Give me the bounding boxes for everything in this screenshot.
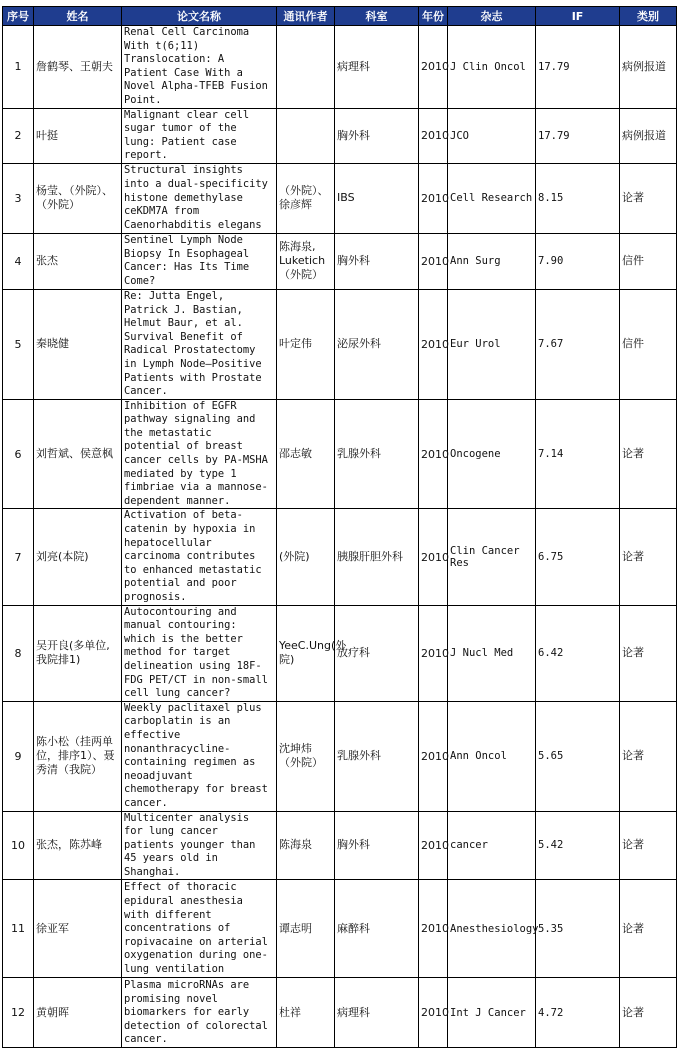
paper-title: Weekly paclitaxel plus carboplatin is an effective nonanthracycline-containing regimen as neoadjuvant chemotherapy for breast cancer. — [122, 701, 277, 811]
publication-table — [2, 6, 677, 1048]
paper-title: Autocontouring and manual contouring: which is the better method for target delineation using 18F-FDG PET/CT in non-small cell lung cancer? — [122, 605, 277, 701]
paper-title: Inhibition of EGFR pathway signaling and the metastatic potential of breast cancer cells by PA-MSHA mediated by type 1 fimbriae via a mannose-dependent manner. — [122, 399, 277, 509]
journal: JCO — [448, 108, 536, 163]
category: 信件 — [620, 233, 677, 289]
year: 2010 — [419, 233, 448, 289]
author-names: 秦晓健 — [34, 289, 122, 399]
author-names: 陈小松（挂两单位，排序1）、聂秀清（我院） — [34, 701, 122, 811]
row-index: 2 — [3, 108, 34, 163]
year: 2010 — [419, 163, 448, 233]
header-year: 年份 — [419, 7, 448, 26]
table-row — [3, 605, 677, 701]
table-row — [3, 163, 677, 233]
journal: J Nucl Med — [448, 605, 536, 701]
impact-factor: 8.15 — [536, 163, 620, 233]
author-names: 吴开良(多单位,我院排1) — [34, 605, 122, 701]
table-row — [3, 701, 677, 811]
impact-factor: 5.42 — [536, 811, 620, 880]
department: 病理科 — [335, 26, 419, 109]
impact-factor: 6.75 — [536, 509, 620, 605]
author-names: 徐亚军 — [34, 880, 122, 978]
impact-factor: 17.79 — [536, 26, 620, 109]
year: 2010 — [419, 605, 448, 701]
department: 麻醉科 — [335, 880, 419, 978]
header-impact-factor: IF — [536, 7, 620, 26]
author-names: 詹鹤琴、王朝夫 — [34, 26, 122, 109]
author-names: 刘哲斌、侯意枫 — [34, 399, 122, 509]
impact-factor: 7.67 — [536, 289, 620, 399]
year: 2010 — [419, 978, 448, 1048]
header-row — [3, 7, 677, 26]
category: 论著 — [620, 978, 677, 1048]
category: 论著 — [620, 163, 677, 233]
table-row — [3, 880, 677, 978]
header-name: 姓名 — [34, 7, 122, 26]
paper-title: Renal Cell Carcinoma With t(6;11) Translocation: A Patient Case With a Novel Alpha-TFEB Fusion Point. — [122, 26, 277, 109]
impact-factor: 17.79 — [536, 108, 620, 163]
corresponding-author — [277, 108, 335, 163]
year: 2010 — [419, 108, 448, 163]
table-row — [3, 978, 677, 1048]
impact-factor: 7.14 — [536, 399, 620, 509]
department: 胰腺肝胆外科 — [335, 509, 419, 605]
table-row — [3, 108, 677, 163]
header-journal: 杂志 — [448, 7, 536, 26]
category: 论著 — [620, 880, 677, 978]
paper-title: Effect of thoracic epidural anesthesia with different concentrations of ropivacaine on arterial oxygenation during one-lung ventilation — [122, 880, 277, 978]
year: 2010 — [419, 701, 448, 811]
table-row — [3, 811, 677, 880]
corresponding-author: 陈海泉, Luketich（外院） — [277, 233, 335, 289]
category: 论著 — [620, 701, 677, 811]
impact-factor: 7.90 — [536, 233, 620, 289]
row-index: 3 — [3, 163, 34, 233]
paper-title: Re: Jutta Engel, Patrick J. Bastian, Helmut Baur, et al. Survival Benefit of Radical Prostatectomy in Lymph Node–Positive Patients with Prostate Cancer. — [122, 289, 277, 399]
paper-title: Sentinel Lymph Node Biopsy In Esophageal Cancer: Has Its Time Come? — [122, 233, 277, 289]
journal: Clin Cancer Res — [448, 509, 536, 605]
table-row — [3, 289, 677, 399]
department: 乳腺外科 — [335, 701, 419, 811]
author-names: 黄朝晖 — [34, 978, 122, 1048]
row-index: 11 — [3, 880, 34, 978]
corresponding-author: 谭志明 — [277, 880, 335, 978]
row-index: 6 — [3, 399, 34, 509]
department: 胸外科 — [335, 811, 419, 880]
corresponding-author: YeeC.Ung(外院) — [277, 605, 335, 701]
journal: Oncogene — [448, 399, 536, 509]
table-row — [3, 26, 677, 109]
author-names: 刘亮(本院) — [34, 509, 122, 605]
paper-title: Activation of beta-catenin by hypoxia in hepatocellular carcinoma contributes to enhanced metastatic potential and poor prognosis. — [122, 509, 277, 605]
row-index: 4 — [3, 233, 34, 289]
impact-factor: 5.35 — [536, 880, 620, 978]
department: 放疗科 — [335, 605, 419, 701]
impact-factor: 6.42 — [536, 605, 620, 701]
row-index: 8 — [3, 605, 34, 701]
corresponding-author: 沈坤炜（外院） — [277, 701, 335, 811]
row-index: 12 — [3, 978, 34, 1048]
paper-title: Plasma microRNAs are promising novel biomarkers for early detection of colorectal cancer. — [122, 978, 277, 1048]
journal: cancer — [448, 811, 536, 880]
row-index: 1 — [3, 26, 34, 109]
header-title: 论文名称 — [122, 7, 277, 26]
year: 2010 — [419, 811, 448, 880]
table-row — [3, 233, 677, 289]
journal: Int J Cancer — [448, 978, 536, 1048]
impact-factor: 4.72 — [536, 978, 620, 1048]
journal: Cell Research — [448, 163, 536, 233]
table-row — [3, 509, 677, 605]
year: 2010 — [419, 289, 448, 399]
author-names: 杨莹、（外院）、（外院） — [34, 163, 122, 233]
year: 2010 — [419, 509, 448, 605]
journal: Ann Oncol — [448, 701, 536, 811]
header-category: 类别 — [620, 7, 677, 26]
category: 病例报道 — [620, 108, 677, 163]
table-body — [3, 26, 677, 1048]
corresponding-author — [277, 26, 335, 109]
paper-title: Structural insights into a dual-specificity histone demethylase ceKDM7A from Caenorhabditis elegans — [122, 163, 277, 233]
category: 论著 — [620, 811, 677, 880]
department: 病理科 — [335, 978, 419, 1048]
category: 论著 — [620, 399, 677, 509]
department: 胸外科 — [335, 108, 419, 163]
category: 信件 — [620, 289, 677, 399]
category: 论著 — [620, 509, 677, 605]
department: 胸外科 — [335, 233, 419, 289]
department: IBS — [335, 163, 419, 233]
journal: Ann Surg — [448, 233, 536, 289]
category: 论著 — [620, 605, 677, 701]
department: 乳腺外科 — [335, 399, 419, 509]
year: 2010 — [419, 26, 448, 109]
header-department: 科室 — [335, 7, 419, 26]
year: 2010 — [419, 399, 448, 509]
department: 泌尿外科 — [335, 289, 419, 399]
year: 2010 — [419, 880, 448, 978]
header-corresponding-author: 通讯作者 — [277, 7, 335, 26]
impact-factor: 5.65 — [536, 701, 620, 811]
corresponding-author: 陈海泉 — [277, 811, 335, 880]
author-names: 张杰 — [34, 233, 122, 289]
author-names: 叶挺 — [34, 108, 122, 163]
row-index: 10 — [3, 811, 34, 880]
corresponding-author: 叶定伟 — [277, 289, 335, 399]
table-row — [3, 399, 677, 509]
header-index: 序号 — [3, 7, 34, 26]
paper-title: Multicenter analysis for lung cancer patients younger than 45 years old in Shanghai. — [122, 811, 277, 880]
corresponding-author: （外院）、徐彦辉 — [277, 163, 335, 233]
row-index: 7 — [3, 509, 34, 605]
row-index: 9 — [3, 701, 34, 811]
paper-title: Malignant clear cell sugar tumor of the lung: Patient case report. — [122, 108, 277, 163]
journal: Anesthesiology — [448, 880, 536, 978]
corresponding-author: 邵志敏 — [277, 399, 335, 509]
row-index: 5 — [3, 289, 34, 399]
corresponding-author: (外院) — [277, 509, 335, 605]
corresponding-author: 杜祥 — [277, 978, 335, 1048]
journal: J Clin Oncol — [448, 26, 536, 109]
author-names: 张杰，陈苏峰 — [34, 811, 122, 880]
journal: Eur Urol — [448, 289, 536, 399]
category: 病例报道 — [620, 26, 677, 109]
